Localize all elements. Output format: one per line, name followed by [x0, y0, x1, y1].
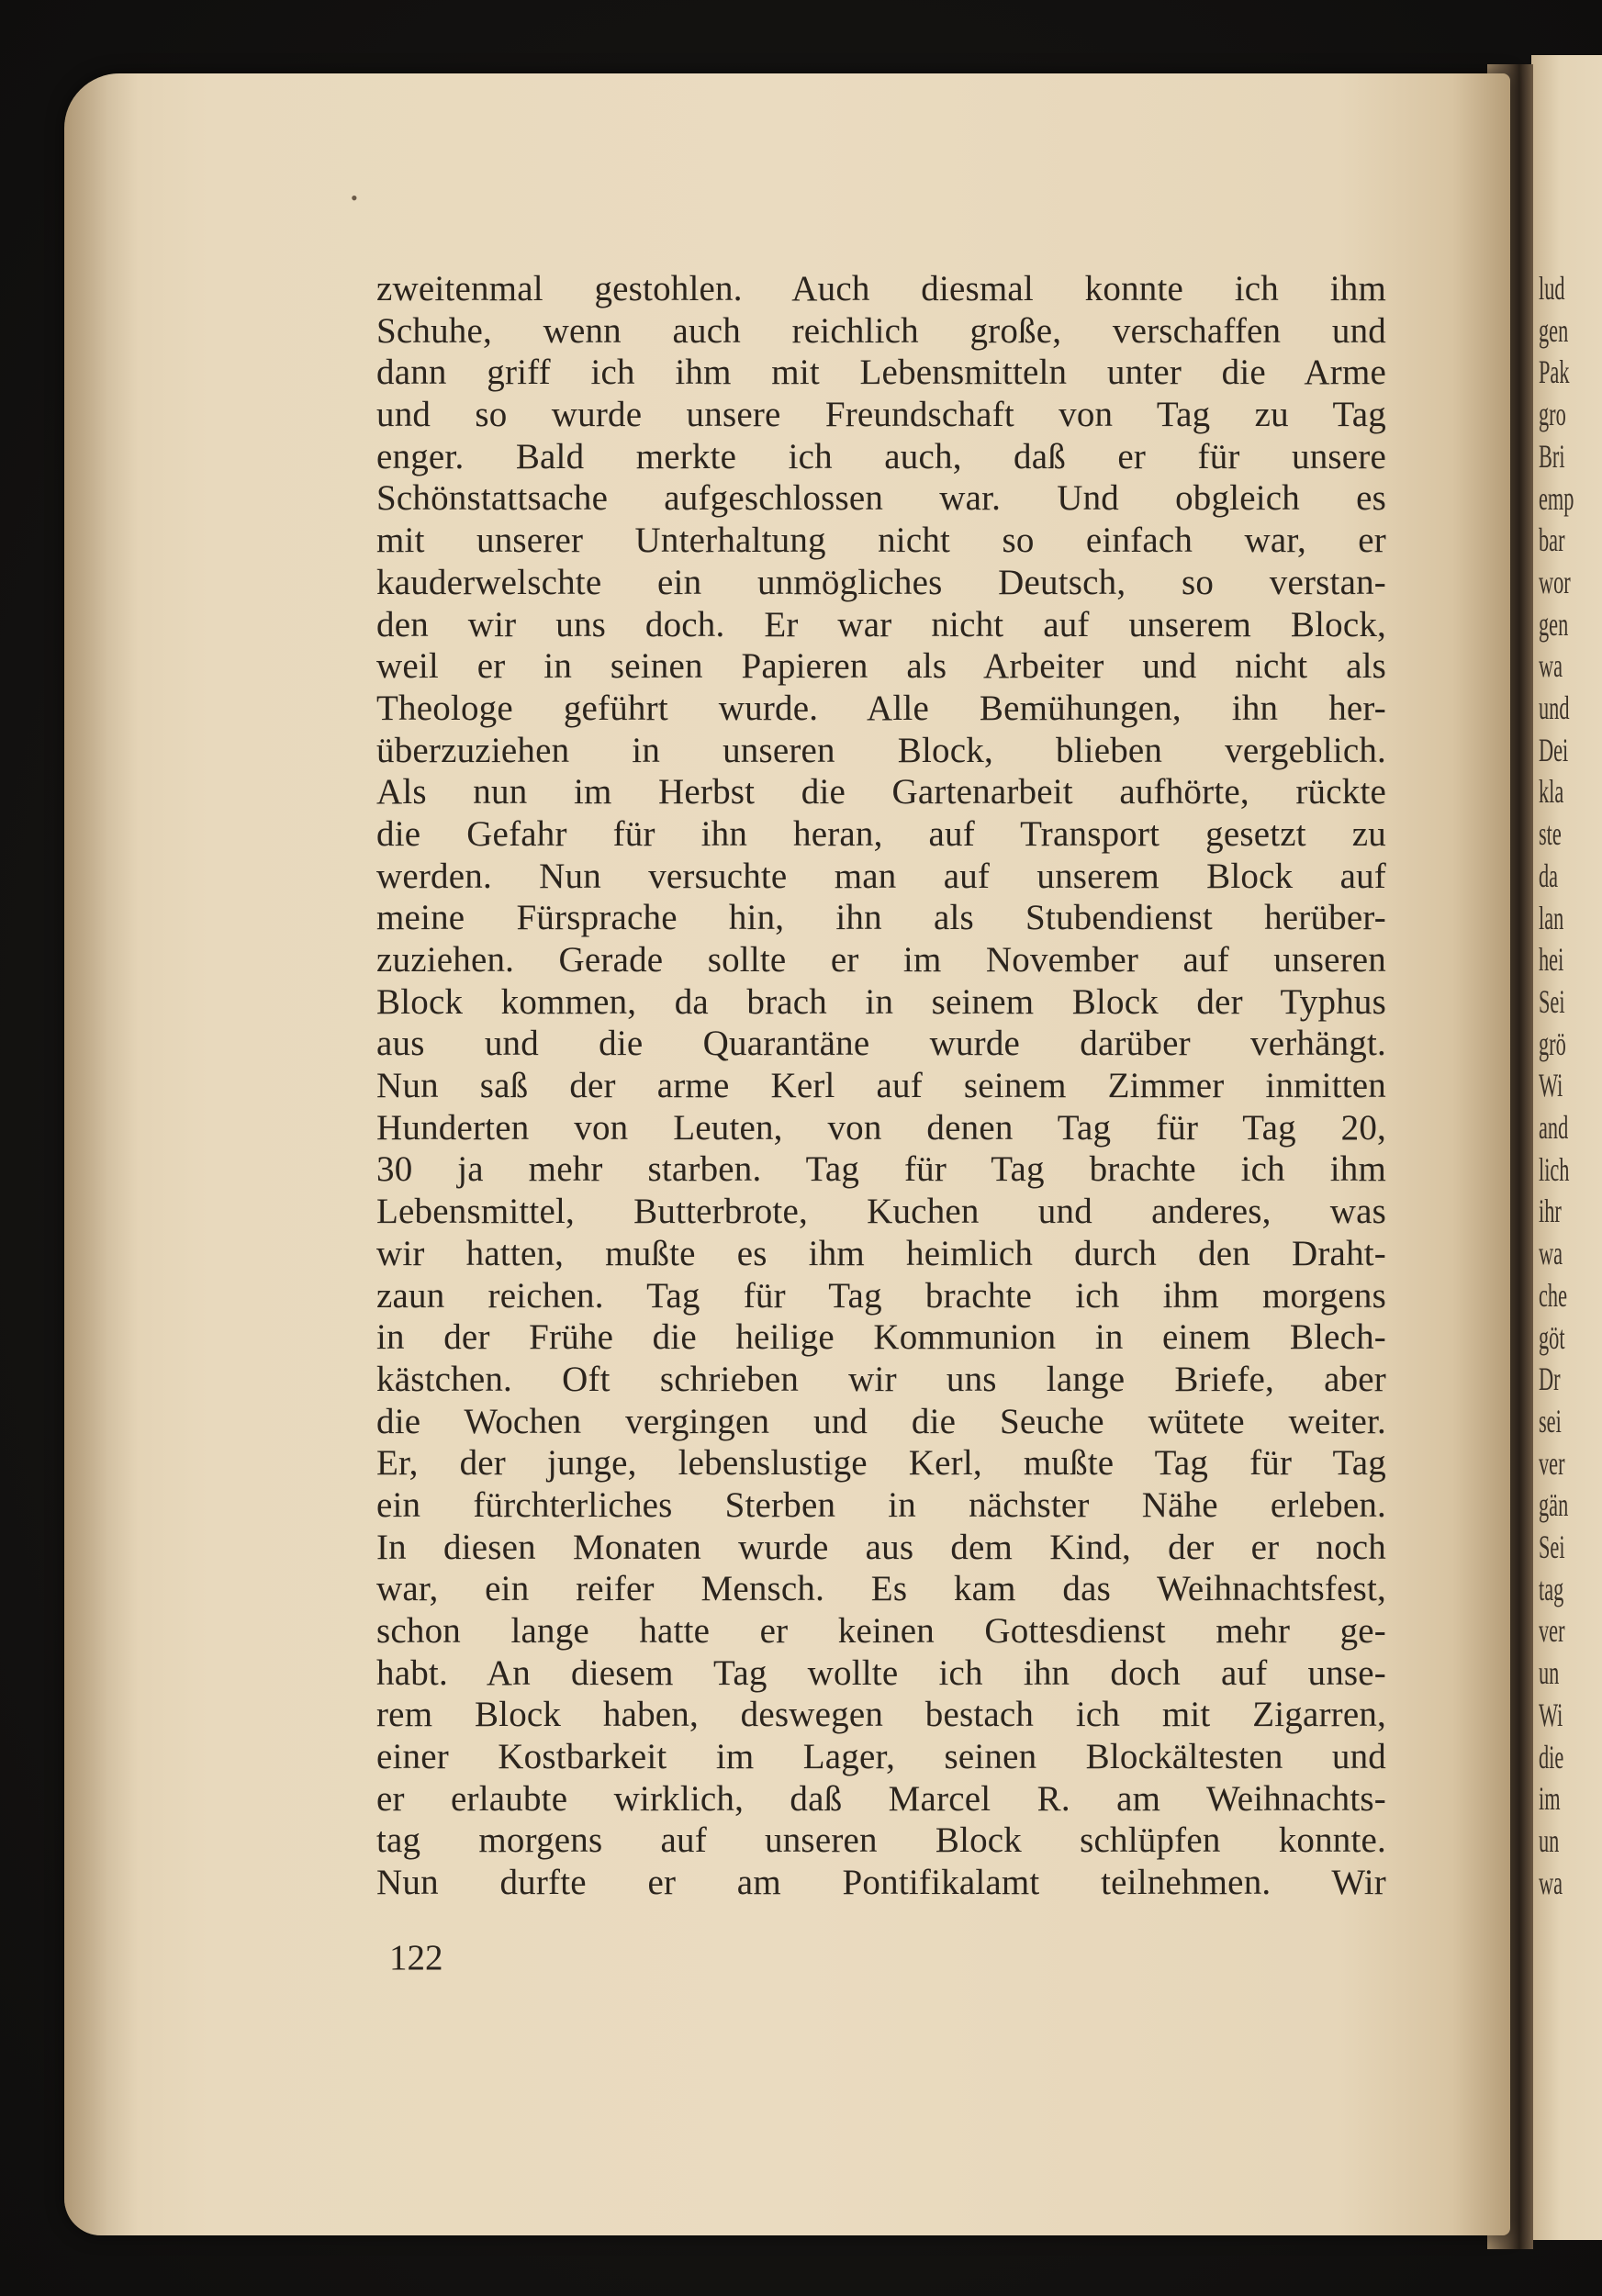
text-line: einer Kostbarkeit im Lager, seinen Blockältesten und	[376, 1737, 1386, 1777]
text-line: kauderwelschte ein unmögliches Deutsch, so verstan-	[376, 562, 1386, 602]
next-page-fragment: ste	[1539, 815, 1562, 853]
page-edge-shadow	[64, 73, 138, 2235]
text-line: Block kommen, da brach in seinem Block der Typhus	[376, 981, 1386, 1022]
text-line: meine Fürsprache hin, ihn als Stubendienst herüber-	[376, 898, 1386, 938]
text-line: und so wurde unsere Freundschaft von Tag zu Tag	[376, 395, 1386, 435]
text-line: zweitenmal gestohlen. Auch diesmal konnte ich ihm	[376, 269, 1386, 308]
next-page-fragment: emp	[1539, 479, 1574, 517]
text-line: tag morgens auf unseren Block schlüpfen konnte.	[376, 1820, 1386, 1861]
next-page-fragment: ihr	[1539, 1193, 1562, 1230]
text-line: habt. An diesem Tag wollte ich ihn doch auf unse-	[376, 1652, 1386, 1693]
text-line: Als nun im Herbst die Gartenarbeit aufhörte, rückte	[376, 772, 1386, 812]
next-page-fragment: Bri	[1539, 437, 1565, 475]
text-line: kästchen. Oft schrieben wir uns lange Briefe, aber	[376, 1359, 1386, 1399]
next-page-fragment: Pak	[1539, 353, 1570, 391]
text-line: 30 ja mehr starben. Tag für Tag brachte ich ihm	[376, 1149, 1386, 1190]
next-page-fragment: wa	[1539, 1864, 1563, 1901]
next-page-fragment: tag	[1539, 1570, 1564, 1607]
next-page-edge	[1531, 55, 1602, 2240]
next-page-fragment: un	[1539, 1821, 1560, 1859]
next-page-fragment: kla	[1539, 773, 1564, 811]
page-number: 122	[389, 1938, 443, 1977]
next-page-fragment: im	[1539, 1780, 1561, 1818]
text-line: Nun saß der arme Kerl auf seinem Zimmer inmitten	[376, 1066, 1386, 1106]
next-page-fragment: göt	[1539, 1318, 1565, 1356]
text-line: Lebensmittel, Butterbrote, Kuchen und anderes, was	[376, 1192, 1386, 1232]
text-line: Schuhe, wenn auch reichlich große, verschaffen und	[376, 310, 1386, 351]
paper-speck: •	[351, 186, 358, 209]
text-line: er erlaubte wirklich, daß Marcel R. am Weihnachts-	[376, 1778, 1386, 1819]
next-page-fragment: Wi	[1539, 1696, 1563, 1733]
next-page-fragment: gen	[1539, 605, 1569, 643]
next-page-fragment: and	[1539, 1109, 1569, 1146]
next-page-fragment: hei	[1539, 941, 1564, 979]
text-line: in der Frühe die heilige Kommunion in einem Blech-	[376, 1317, 1386, 1358]
text-line: zuziehen. Gerade sollte er im November auf unseren	[376, 940, 1386, 980]
next-page-fragment: sei	[1539, 1402, 1562, 1439]
next-page-fragment: Dei	[1539, 731, 1569, 768]
text-line: die Gefahr für ihn heran, auf Transport gesetzt zu	[376, 813, 1386, 854]
next-page-fragment: gro	[1539, 396, 1566, 433]
text-line: Schönstattsache aufgeschlossen war. Und obgleich es	[376, 478, 1386, 519]
next-page-fragment: che	[1539, 1276, 1567, 1314]
next-page-fragment: wor	[1539, 563, 1571, 600]
text-line: ein fürchterliches Sterben in nächster Nähe erleben.	[376, 1484, 1386, 1525]
next-page-fragment: wa	[1539, 647, 1563, 685]
text-line: Hunderten von Leuten, von denen Tag für Tag 20,	[376, 1107, 1386, 1148]
next-page-fragment: un	[1539, 1654, 1560, 1692]
next-page-fragment: lud	[1539, 270, 1565, 307]
next-page-fragment: ver	[1539, 1612, 1565, 1650]
next-page-fragment: Sei	[1539, 982, 1565, 1020]
text-line: weil er in seinen Papieren als Arbeiter und nicht als	[376, 646, 1386, 687]
page-body-text	[376, 268, 1386, 1904]
next-page-fragment: da	[1539, 857, 1559, 894]
next-page-fragment: wa	[1539, 1235, 1563, 1272]
next-page-fragment: die	[1539, 1738, 1564, 1775]
text-line: überzuziehen in unseren Block, blieben vergeblich.	[376, 730, 1386, 770]
text-line: zaun reichen. Tag für Tag brachte ich ihm morgens	[376, 1275, 1386, 1316]
next-page-fragment: und	[1539, 689, 1570, 726]
text-line: rem Block haben, deswegen bestach ich mit Zigarren,	[376, 1695, 1386, 1735]
text-line: Er, der junge, lebenslustige Kerl, mußte Tag für Tag	[376, 1443, 1386, 1484]
text-line: dann griff ich ihm mit Lebensmitteln unter die Arme	[376, 353, 1386, 393]
next-page-fragment: gän	[1539, 1486, 1569, 1524]
text-line: Theologe geführt wurde. Alle Bemühungen, ihn her-	[376, 688, 1386, 728]
next-page-fragment: Sei	[1539, 1529, 1565, 1565]
next-page-fragment: ver	[1539, 1444, 1565, 1482]
text-line: schon lange hatte er keinen Gottesdienst mehr ge-	[376, 1611, 1386, 1651]
next-page-fragment: Dr	[1539, 1361, 1561, 1398]
next-page-fragment: lan	[1539, 899, 1564, 936]
text-line: den wir uns doch. Er war nicht auf unserem Block,	[376, 604, 1386, 644]
text-line: In diesen Monaten wurde aus dem Kind, der er noch	[376, 1527, 1386, 1567]
text-line: Nun durfte er am Pontifikalamt teilnehmen. Wir	[376, 1863, 1386, 1903]
next-page-fragment: grö	[1539, 1025, 1566, 1062]
text-line: mit unserer Unterhaltung nicht so einfach war, er	[376, 521, 1386, 561]
text-line: enger. Bald merkte ich auch, daß er für unsere	[376, 436, 1386, 476]
next-page-fragment: Wi	[1539, 1067, 1563, 1104]
text-line: aus und die Quarantäne wurde darüber verhängt.	[376, 1024, 1386, 1064]
next-page-fragment: gen	[1539, 311, 1569, 349]
text-line: wir hatten, mußte es ihm heimlich durch den Draht-	[376, 1233, 1386, 1273]
next-page-fragment: lich	[1539, 1150, 1570, 1188]
text-line: war, ein reifer Mensch. Es kam das Weihnachtsfest,	[376, 1569, 1386, 1609]
text-line: werden. Nun versuchte man auf unserem Block auf	[376, 856, 1386, 896]
next-page-fragment: bar	[1539, 521, 1565, 559]
text-line: die Wochen vergingen und die Seuche wütete weiter.	[376, 1401, 1386, 1441]
